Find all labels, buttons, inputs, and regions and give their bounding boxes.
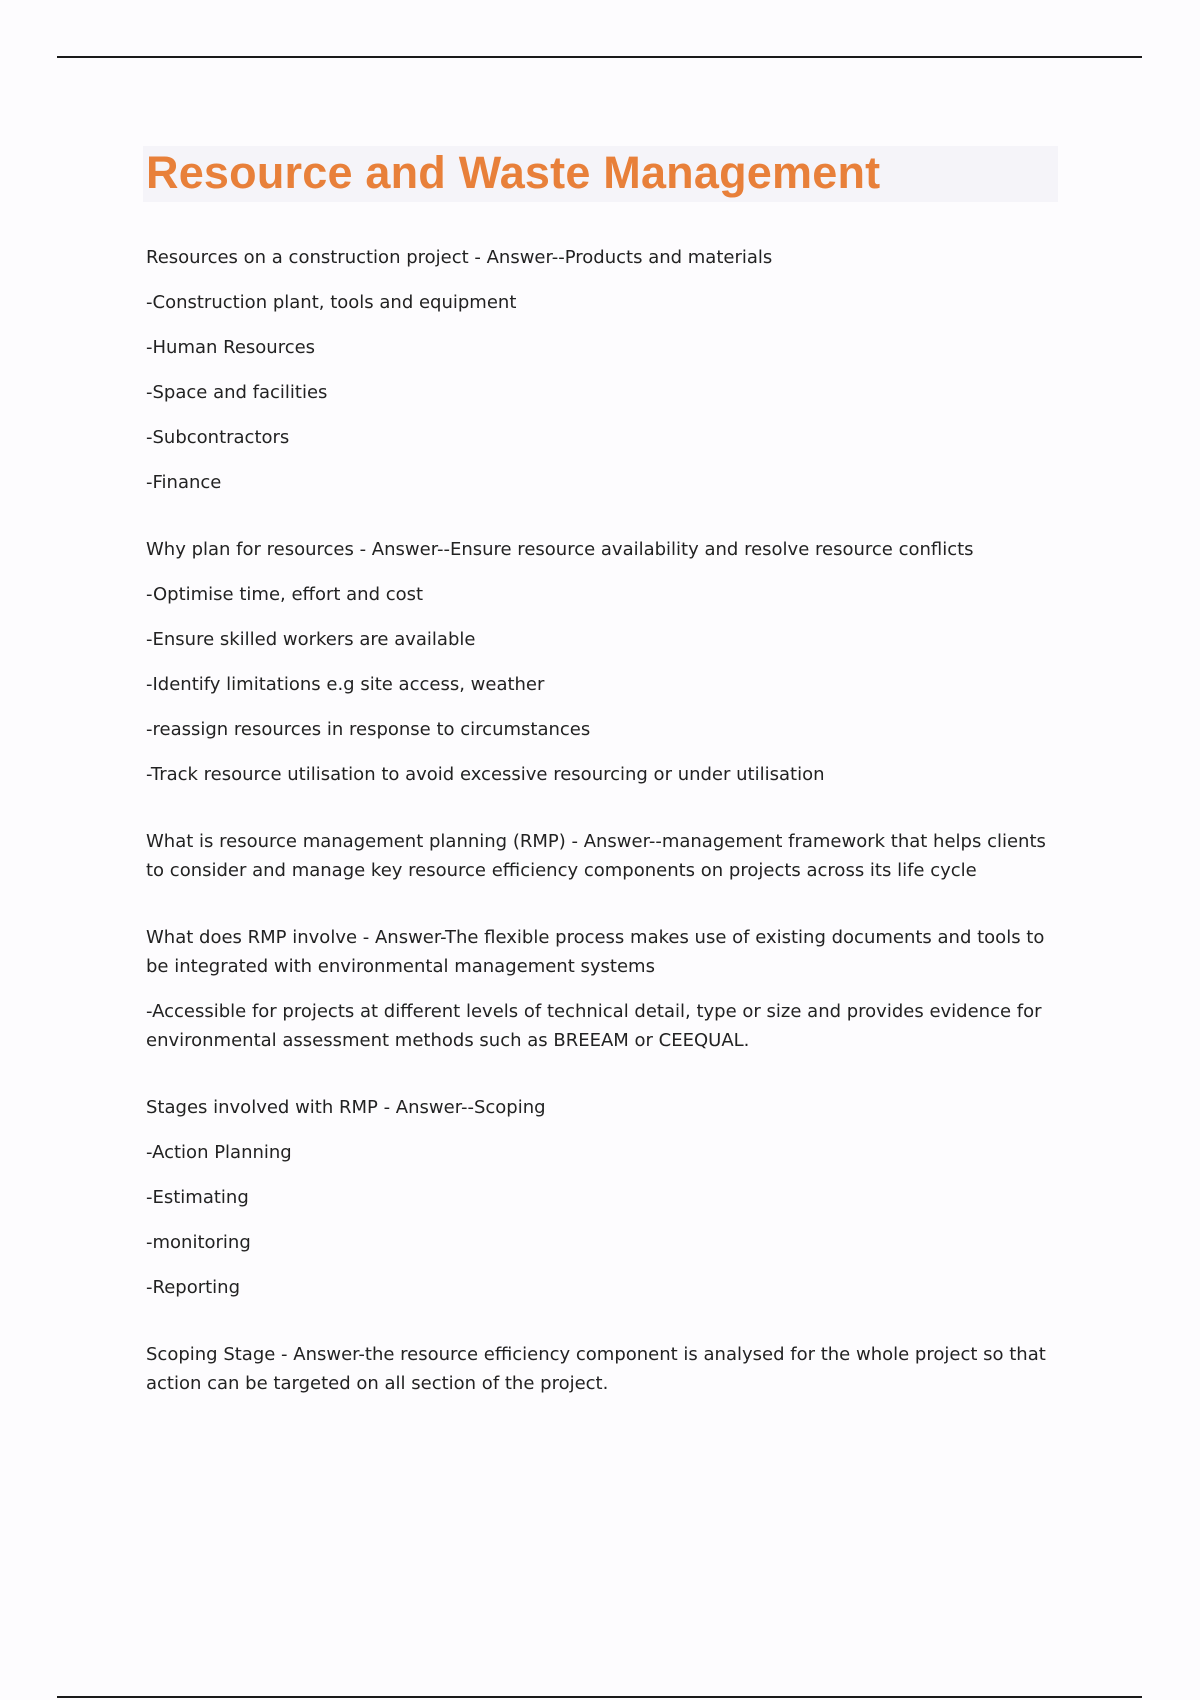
qa-block-rmp-involve (146, 923, 1066, 1055)
answer-item: -Action Planning (146, 1142, 292, 1163)
answer-item: -Optimise time, effort and cost (146, 584, 424, 605)
answer-item: -reassign resources in response to circumstances (146, 719, 591, 740)
question-line: Stages involved with RMP - Answer--Scoping (146, 1097, 546, 1118)
qa-block-resources (146, 243, 1066, 497)
question-line: What is resource management planning (RMP) - Answer--management framework that helps clients to consider and manage key resource efficiency components on projects across its life cycle (146, 831, 1046, 881)
answer-item: -Construction plant, tools and equipment (146, 292, 517, 313)
qa-block-why-plan (146, 535, 1066, 789)
answer-item: -monitoring (146, 1232, 251, 1253)
answer-item: -Identify limitations e.g site access, weather (146, 674, 545, 695)
qa-block-scoping-stage (146, 1340, 1066, 1398)
answer-item: -Track resource utilisation to avoid excessive resourcing or under utilisation (146, 764, 825, 785)
bottom-rule (57, 1696, 1142, 1698)
answer-item: -Space and facilities (146, 382, 328, 403)
qa-block-rmp-stages (146, 1093, 1066, 1302)
qa-block-what-is-rmp (146, 827, 1066, 885)
answer-item: -Ensure skilled workers are available (146, 629, 476, 650)
question-line: Why plan for resources - Answer--Ensure resource availability and resolve resource conflicts (146, 539, 974, 560)
document-body (146, 243, 1066, 1436)
answer-item: -Reporting (146, 1277, 240, 1298)
answer-item: -Accessible for projects at different levels of technical detail, type or size and provides evidence for environmental assessment methods such as BREEAM or CEEQUAL. (146, 1001, 1042, 1051)
top-rule (57, 56, 1142, 58)
document-title: Resource and Waste Management (146, 147, 881, 198)
answer-item: -Human Resources (146, 337, 316, 358)
answer-item: -Subcontractors (146, 427, 290, 448)
question-line: Resources on a construction project - Answer--Products and materials (146, 247, 773, 268)
answer-item: -Estimating (146, 1187, 249, 1208)
answer-item: -Finance (146, 472, 222, 493)
question-line: What does RMP involve - Answer-The flexible process makes use of existing documents and tools to be integrated with environmental management systems (146, 927, 1045, 977)
question-line: Scoping Stage - Answer-the resource efficiency component is analysed for the whole project so that action can be targeted on all section of the project. (146, 1344, 1046, 1394)
